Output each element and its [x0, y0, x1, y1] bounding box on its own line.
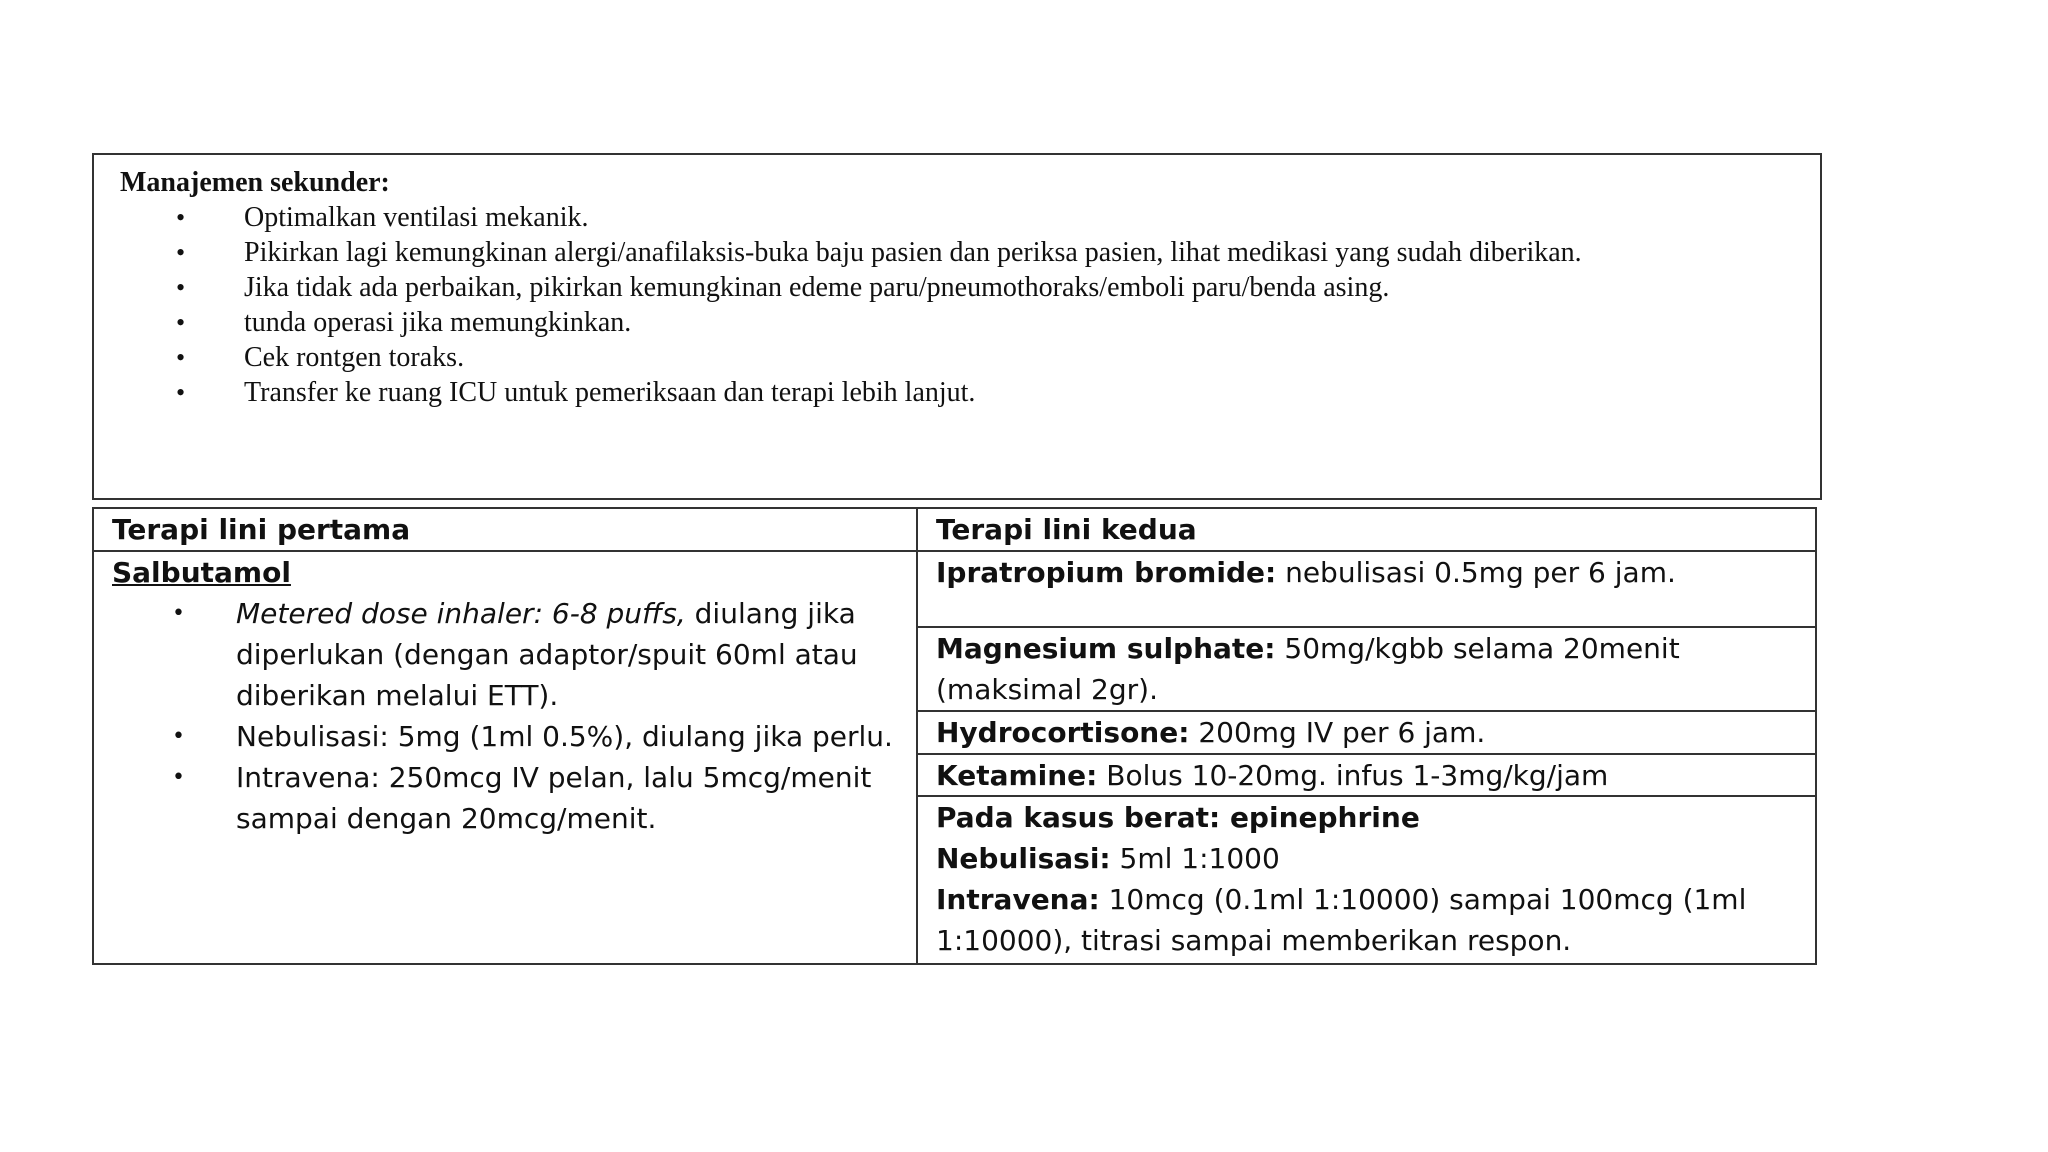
list-item — [176, 235, 1798, 270]
list-item-text: Cek rontgen toraks. — [244, 342, 465, 373]
list-item — [176, 375, 1798, 410]
mdi-emphasis: Metered dose inhaler: 6-8 puffs, — [236, 597, 686, 630]
drug-dose: nebulisasi 0.5mg per 6 jam. — [1276, 556, 1676, 589]
list-item-text: tunda operasi jika memungkinkan. — [244, 307, 632, 338]
therapy-table — [92, 507, 1817, 965]
bullet-icon: • — [176, 238, 186, 267]
bullet-icon: • — [176, 273, 186, 302]
drug-dose: 50mg/kgbb selama 20menit (maksimal 2gr). — [936, 632, 1680, 706]
route-label: Nebulisasi: — [936, 842, 1111, 875]
bullet-icon: • — [176, 378, 186, 407]
list-item — [176, 270, 1798, 305]
list-item-text: diulang jika diperlukan (dengan adaptor/spuit 60ml atau diberikan melalui ETT). — [236, 597, 858, 712]
secondary-management-title: Manajemen sekunder: — [120, 167, 390, 198]
bullet-icon: • — [172, 724, 185, 749]
drug-label: Hydrocortisone: — [936, 716, 1190, 749]
secondary-management-box — [92, 153, 1822, 500]
route-dose: 5ml 1:1000 — [1110, 842, 1280, 875]
list-item — [172, 716, 896, 757]
list-item — [172, 757, 896, 839]
salbutamol-list — [112, 593, 896, 839]
list-item — [176, 340, 1798, 375]
severe-case-title: Pada kasus berat: epinephrine — [936, 801, 1420, 834]
list-item-text: Nebulisasi: 5mg (1ml 0.5%), diulang jika perlu. — [236, 720, 893, 753]
bullet-icon: • — [176, 308, 186, 337]
second-line-row-severe — [918, 797, 1815, 961]
list-item-text: Optimalkan ventilasi mekanik. — [244, 202, 589, 233]
drug-label: Ketamine: — [936, 759, 1098, 792]
list-item-text: Intravena: 250mcg IV pelan, lalu 5mcg/menit sampai dengan 20mcg/menit. — [236, 761, 872, 835]
second-line-row-ketamine — [918, 755, 1815, 796]
drug-dose: Bolus 10-20mg. infus 1-3mg/kg/jam — [1097, 759, 1609, 792]
list-item — [176, 305, 1798, 340]
list-item-text: Transfer ke ruang ICU untuk pemeriksaan dan terapi lebih lanjut. — [244, 377, 976, 408]
first-line-body — [94, 552, 916, 839]
first-line-header: Terapi lini pertama — [112, 513, 411, 546]
bullet-icon: • — [172, 601, 185, 626]
second-line-row-hydrocortisone — [918, 712, 1815, 753]
drug-label: Ipratropium bromide: — [936, 556, 1277, 589]
severe-line-intravena — [936, 879, 1797, 961]
second-line-row-ipratropium — [918, 552, 1815, 593]
drug-dose: 200mg IV per 6 jam. — [1189, 716, 1486, 749]
list-item-text: Jika tidak ada perbaikan, pikirkan kemungkinan edeme paru/pneumothoraks/emboli paru/benda asing. — [244, 272, 1390, 303]
list-item-text: Pikirkan lagi kemungkinan alergi/anafilaksis-buka baju pasien dan periksa pasien, lihat medikasi yang sudah diberikan. — [244, 237, 1582, 268]
second-line-header: Terapi lini kedua — [936, 513, 1197, 546]
bullet-icon: • — [176, 203, 186, 232]
list-item — [176, 200, 1798, 235]
severe-line-nebulisasi — [936, 838, 1797, 879]
bullet-icon: • — [172, 765, 185, 790]
bullet-icon: • — [176, 343, 186, 372]
second-line-row-magnesium — [918, 628, 1815, 710]
drug-label: Magnesium sulphate: — [936, 632, 1276, 665]
salbutamol-heading: Salbutamol — [112, 556, 291, 589]
secondary-management-list — [120, 200, 1798, 410]
route-label: Intravena: — [936, 883, 1100, 916]
route-dose: 10mcg (0.1ml 1:10000) sampai 100mcg (1ml 1:10000), titrasi sampai memberikan respon. — [936, 883, 1747, 957]
list-item — [172, 593, 896, 716]
